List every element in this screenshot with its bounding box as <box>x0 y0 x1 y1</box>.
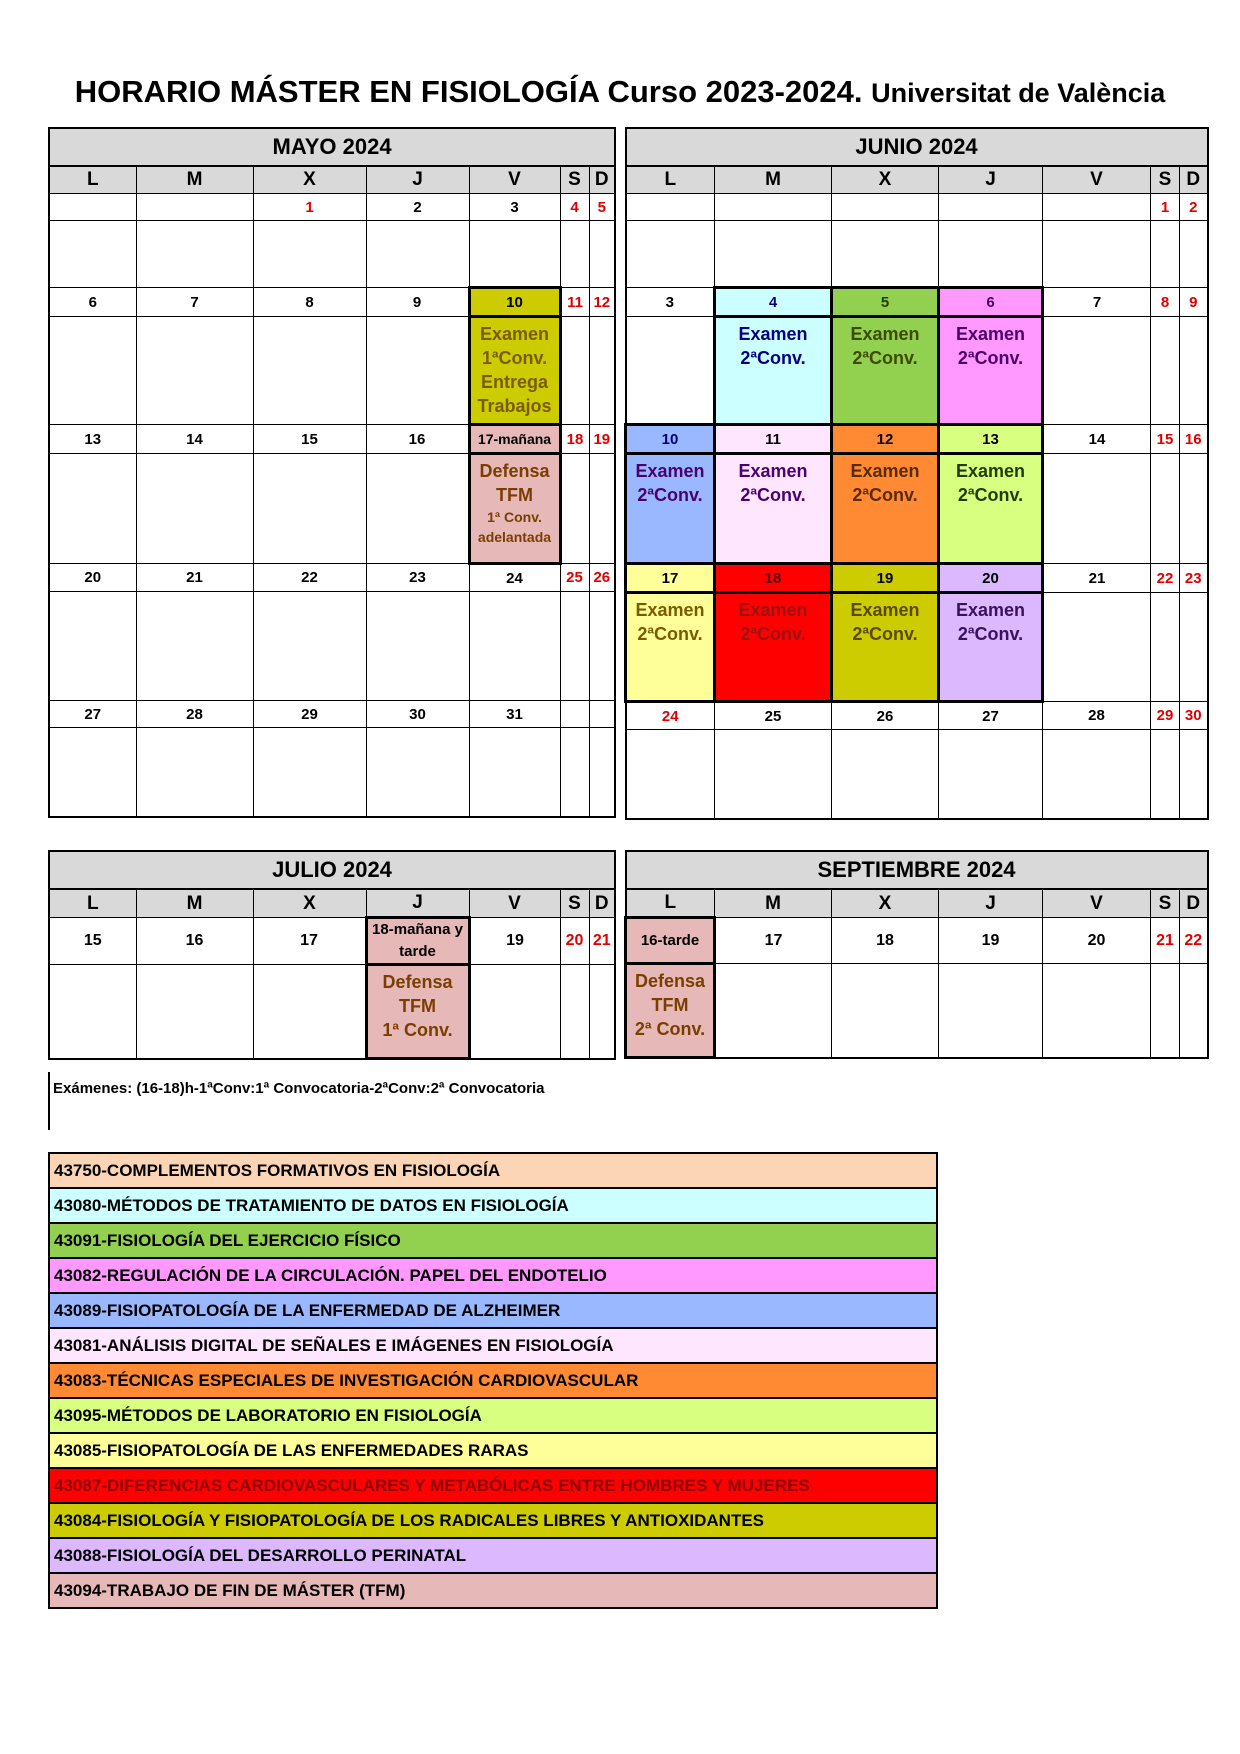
day-slot <box>1180 964 1208 1058</box>
day-slot <box>715 964 832 1058</box>
legend-row <box>49 1188 937 1223</box>
day-slot <box>1151 221 1180 288</box>
day-slot <box>253 454 366 564</box>
event-line: 2ªConv. <box>852 485 918 505</box>
legend-row <box>49 1398 937 1433</box>
day-slot <box>49 965 136 1059</box>
day-slot <box>1043 454 1151 564</box>
exam-event <box>715 317 832 425</box>
weekday: L <box>626 889 715 918</box>
weekday: X <box>832 889 939 918</box>
weekday: J <box>939 889 1043 918</box>
day-slot <box>253 592 366 701</box>
day-cell-event: 13 <box>939 425 1043 454</box>
day-cell: 14 <box>136 425 253 454</box>
day-cell: 21 <box>1043 564 1151 593</box>
legend-row <box>49 1328 937 1363</box>
day-cell-event: 12 <box>832 425 939 454</box>
day-cell: 16 <box>136 918 253 965</box>
day-cell <box>1043 194 1151 221</box>
day-slot <box>589 592 615 701</box>
tfm-event <box>366 965 469 1059</box>
day-cell: 2 <box>366 194 469 221</box>
day-cell-event: 10 <box>469 288 560 317</box>
day-cell: 16 <box>366 425 469 454</box>
day-slot <box>136 728 253 817</box>
exam-event <box>715 454 832 564</box>
legend-item: 43091-FISIOLOGÍA DEL EJERCICIO FÍSICO <box>49 1223 937 1258</box>
event-line: Examen <box>955 461 1026 481</box>
event-line: Examen <box>479 324 550 344</box>
day-cell: 15 <box>1151 425 1180 454</box>
day-slot <box>1151 593 1180 702</box>
legend-row <box>49 1363 937 1398</box>
day-slot <box>589 728 615 817</box>
day-slot <box>560 965 589 1059</box>
day-cell: 28 <box>136 701 253 728</box>
legend-item: 43088-FISIOLOGÍA DEL DESARROLLO PERINATAL <box>49 1538 937 1573</box>
day-slot <box>136 317 253 425</box>
day-cell: 25 <box>560 564 589 592</box>
event-line: 1ª Conv. <box>382 1020 453 1040</box>
day-slot <box>589 221 615 288</box>
day-slot <box>366 317 469 425</box>
exam-event <box>832 593 939 702</box>
day-cell <box>49 194 136 221</box>
calendar-julio <box>48 850 616 1060</box>
month-title: SEPTIEMBRE 2024 <box>626 851 1208 889</box>
day-cell: 8 <box>253 288 366 317</box>
month-title: JULIO 2024 <box>49 851 615 889</box>
day-cell: 27 <box>939 702 1043 730</box>
weekday: J <box>366 889 469 918</box>
legend-row <box>49 1503 937 1538</box>
day-slot <box>49 454 136 564</box>
weekday: M <box>136 166 253 194</box>
legend-row <box>49 1258 937 1293</box>
day-slot <box>939 221 1043 288</box>
event-line: adelantada <box>477 529 552 545</box>
day-slot <box>469 592 560 701</box>
exam-event <box>939 317 1043 425</box>
day-slot <box>253 728 366 817</box>
day-slot <box>469 221 560 288</box>
note-divider <box>48 1072 50 1130</box>
day-cell: 15 <box>49 918 136 965</box>
subject-legend <box>48 1152 938 1609</box>
exam-note: Exámenes: (16-18)h-1ªConv:1ª Convocatoria-2ªConv:2ª Convocatoria <box>53 1080 545 1097</box>
day-cell: 20 <box>1043 918 1151 964</box>
day-slot <box>1151 454 1180 564</box>
day-slot <box>626 221 715 288</box>
day-slot <box>366 592 469 701</box>
day-slot <box>1043 317 1151 425</box>
legend-row <box>49 1573 937 1608</box>
legend-item: 43095-MÉTODOS DE LABORATORIO EN FISIOLOGÍA <box>49 1398 937 1433</box>
day-slot <box>136 454 253 564</box>
day-slot <box>1180 454 1208 564</box>
day-slot <box>560 221 589 288</box>
day-slot <box>469 965 560 1059</box>
day-cell: 8 <box>1151 288 1180 317</box>
day-cell: 9 <box>366 288 469 317</box>
day-cell: 22 <box>1151 564 1180 593</box>
event-line: Trabajos <box>477 396 552 416</box>
day-slot <box>366 728 469 817</box>
calendar-septiembre <box>624 850 1209 1059</box>
event-line: 2ªConv. <box>740 624 806 644</box>
legend-row <box>49 1538 937 1573</box>
day-slot <box>253 965 366 1059</box>
weekday: V <box>469 166 560 194</box>
day-slot <box>1180 317 1208 425</box>
day-cell-event: 17 <box>626 564 715 593</box>
day-cell: 22 <box>1180 918 1208 964</box>
weekday: D <box>589 889 615 918</box>
day-cell: 22 <box>253 564 366 592</box>
legend-item: 43085-FISIOPATOLOGÍA DE LAS ENFERMEDADES RARAS <box>49 1433 937 1468</box>
event-line: Defensa <box>634 971 706 991</box>
day-slot <box>366 221 469 288</box>
legend-item: 43094-TRABAJO DE FIN DE MÁSTER (TFM) <box>49 1573 937 1608</box>
legend-row <box>49 1433 937 1468</box>
day-slot <box>1180 593 1208 702</box>
month-title: MAYO 2024 <box>49 128 615 166</box>
day-slot <box>1043 221 1151 288</box>
day-cell: 26 <box>589 564 615 592</box>
day-cell: 19 <box>469 918 560 965</box>
weekday: J <box>939 166 1043 194</box>
legend-item: 43750-COMPLEMENTOS FORMATIVOS EN FISIOLOGÍA <box>49 1153 937 1188</box>
legend-item: 43080-MÉTODOS DE TRATAMIENTO DE DATOS EN FISIOLOGÍA <box>49 1188 937 1223</box>
weekday: S <box>560 166 589 194</box>
legend-item: 43089-FISIOPATOLOGÍA DE LA ENFERMEDAD DE ALZHEIMER <box>49 1293 937 1328</box>
day-slot <box>1043 730 1151 819</box>
event-line: TFM <box>496 485 533 505</box>
day-cell-event: 5 <box>832 288 939 317</box>
day-cell-event: 20 <box>939 564 1043 593</box>
event-line: Examen <box>635 600 705 620</box>
day-slot <box>589 454 615 564</box>
day-cell: 4 <box>560 194 589 221</box>
day-cell: 29 <box>1151 702 1180 730</box>
legend-item: 43087-DIFERENCIAS CARDIOVASCULARES Y METABÓLICAS ENTRE HOMBRES Y MUJERES <box>49 1468 937 1503</box>
weekday: S <box>560 889 589 918</box>
day-cell: 13 <box>49 425 136 454</box>
event-line: 2ªConv. <box>740 348 806 368</box>
day-cell: 7 <box>136 288 253 317</box>
weekday: L <box>49 166 136 194</box>
legend-item: 43082-REGULACIÓN DE LA CIRCULACIÓN. PAPEL DEL ENDOTELIO <box>49 1258 937 1293</box>
title-sub: Universitat de València <box>871 78 1166 108</box>
day-slot <box>832 964 939 1058</box>
day-slot <box>49 728 136 817</box>
day-slot <box>49 592 136 701</box>
day-cell-event: 16-tarde <box>626 918 715 964</box>
day-cell: 11 <box>560 288 589 317</box>
weekday: D <box>589 166 615 194</box>
exam-event <box>626 454 715 564</box>
day-cell <box>626 194 715 221</box>
day-slot <box>589 317 615 425</box>
day-cell: 16 <box>1180 425 1208 454</box>
weekday: D <box>1180 889 1208 918</box>
day-slot <box>136 221 253 288</box>
day-cell: 1 <box>253 194 366 221</box>
weekday: L <box>49 889 136 918</box>
day-slot <box>49 317 136 425</box>
day-slot <box>939 730 1043 819</box>
event-line: 2ª Conv. <box>634 1019 706 1039</box>
day-cell: 18 <box>832 918 939 964</box>
legend-row <box>49 1468 937 1503</box>
legend-row <box>49 1293 937 1328</box>
day-cell: 30 <box>1180 702 1208 730</box>
day-cell: 20 <box>560 918 589 965</box>
exam-event <box>832 317 939 425</box>
day-cell: 3 <box>469 194 560 221</box>
day-slot <box>560 317 589 425</box>
day-cell: 5 <box>589 194 615 221</box>
event-line: Examen <box>738 600 808 620</box>
weekday: V <box>469 889 560 918</box>
day-cell: 29 <box>253 701 366 728</box>
day-cell-event: 6 <box>939 288 1043 317</box>
day-slot <box>136 592 253 701</box>
day-cell: 12 <box>589 288 615 317</box>
day-cell: 2 <box>1180 194 1208 221</box>
page-title <box>0 74 1240 110</box>
day-cell: 24 <box>626 702 715 730</box>
weekday: V <box>1043 889 1151 918</box>
day-cell: 27 <box>49 701 136 728</box>
day-cell <box>832 194 939 221</box>
day-cell-event: 17-mañana <box>469 425 560 454</box>
day-slot <box>1151 964 1180 1058</box>
day-cell <box>136 194 253 221</box>
event-line: 2ªConv. <box>957 624 1024 644</box>
day-slot <box>560 592 589 701</box>
tfm-event <box>469 454 560 564</box>
day-slot <box>469 728 560 817</box>
event-line: Defensa <box>479 461 550 481</box>
event-line: 1ª Conv. <box>487 509 542 525</box>
day-slot <box>832 730 939 819</box>
day-cell: 21 <box>589 918 615 965</box>
day-cell: 14 <box>1043 425 1151 454</box>
day-cell: 25 <box>715 702 832 730</box>
day-slot <box>49 221 136 288</box>
month-title: JUNIO 2024 <box>626 128 1208 166</box>
day-cell: 23 <box>1180 564 1208 593</box>
day-slot <box>1043 593 1151 702</box>
day-cell <box>939 194 1043 221</box>
event-line: Entrega <box>480 372 549 392</box>
day-slot <box>626 730 715 819</box>
day-cell: 15 <box>253 425 366 454</box>
day-cell: 6 <box>49 288 136 317</box>
weekday: M <box>715 889 832 918</box>
day-slot <box>1151 317 1180 425</box>
event-line: Examen <box>955 600 1026 620</box>
day-cell: 26 <box>832 702 939 730</box>
weekday: S <box>1151 166 1180 194</box>
event-line: TFM <box>651 995 689 1015</box>
event-line: Examen <box>850 600 920 620</box>
day-cell: 17 <box>253 918 366 965</box>
event-line: 2ªConv. <box>852 348 918 368</box>
weekday: X <box>253 889 366 918</box>
exam-event <box>626 593 715 702</box>
day-cell: 19 <box>589 425 615 454</box>
day-slot <box>136 965 253 1059</box>
exam-event <box>832 454 939 564</box>
legend-row <box>49 1153 937 1188</box>
day-cell <box>589 701 615 728</box>
day-slot <box>560 454 589 564</box>
day-slot <box>1180 221 1208 288</box>
legend-item: 43083-TÉCNICAS ESPECIALES DE INVESTIGACIÓN CARDIOVASCULAR <box>49 1363 937 1398</box>
day-slot <box>626 317 715 425</box>
event-line: Examen <box>738 461 808 481</box>
day-slot <box>253 221 366 288</box>
event-line: Examen <box>635 461 705 481</box>
weekday: M <box>136 889 253 918</box>
day-cell-event: 10 <box>626 425 715 454</box>
event-line: Examen <box>850 461 920 481</box>
day-cell: 3 <box>626 288 715 317</box>
event-line: 2ªConv. <box>637 485 703 505</box>
event-line: TFM <box>399 996 436 1016</box>
exam-event <box>939 593 1043 702</box>
day-slot <box>1180 730 1208 819</box>
title-main: HORARIO MÁSTER EN FISIOLOGÍA Curso 2023-2024. <box>74 74 863 109</box>
calendar-mayo <box>48 127 616 818</box>
day-cell: 30 <box>366 701 469 728</box>
event-line: 2ªConv. <box>740 485 806 505</box>
calendar-junio <box>624 127 1209 820</box>
day-cell: 24 <box>469 564 560 592</box>
weekday: J <box>366 166 469 194</box>
day-slot <box>715 730 832 819</box>
weekday: X <box>253 166 366 194</box>
day-cell: 20 <box>49 564 136 592</box>
day-cell: 28 <box>1043 702 1151 730</box>
day-slot <box>253 317 366 425</box>
tfm-event <box>626 964 715 1058</box>
event-line: Examen <box>955 324 1026 344</box>
event-line: 1ªConv. <box>481 348 548 368</box>
day-cell-event: 18-mañana y tarde <box>366 918 469 965</box>
day-slot <box>832 221 939 288</box>
day-cell: 31 <box>469 701 560 728</box>
event-line: 2ªConv. <box>852 624 918 644</box>
day-cell: 21 <box>136 564 253 592</box>
weekday: V <box>1043 166 1151 194</box>
day-cell: 17 <box>715 918 832 964</box>
event-line: Examen <box>738 324 808 344</box>
day-cell: 19 <box>939 918 1043 964</box>
legend-item: 43081-ANÁLISIS DIGITAL DE SEÑALES E IMÁGENES EN FISIOLOGÍA <box>49 1328 937 1363</box>
exam-event <box>469 317 560 425</box>
day-cell-event: 11 <box>715 425 832 454</box>
day-cell: 1 <box>1151 194 1180 221</box>
day-cell-event: 4 <box>715 288 832 317</box>
day-slot <box>589 965 615 1059</box>
event-line: 2ªConv. <box>957 348 1024 368</box>
day-slot <box>1151 730 1180 819</box>
day-slot <box>715 221 832 288</box>
day-slot <box>1043 964 1151 1058</box>
day-slot <box>366 454 469 564</box>
day-cell-event: 18 <box>715 564 832 593</box>
day-cell <box>715 194 832 221</box>
weekday: M <box>715 166 832 194</box>
event-line: Examen <box>850 324 920 344</box>
day-cell: 18 <box>560 425 589 454</box>
day-cell-event: 19 <box>832 564 939 593</box>
event-line: 2ªConv. <box>957 485 1024 505</box>
day-slot <box>939 964 1043 1058</box>
day-cell: 9 <box>1180 288 1208 317</box>
exam-event <box>939 454 1043 564</box>
exam-event <box>715 593 832 702</box>
weekday: X <box>832 166 939 194</box>
weekday: L <box>626 166 715 194</box>
day-cell <box>560 701 589 728</box>
event-line: Defensa <box>382 972 453 992</box>
day-cell: 23 <box>366 564 469 592</box>
legend-item: 43084-FISIOLOGÍA Y FISIOPATOLOGÍA DE LOS RADICALES LIBRES Y ANTIOXIDANTES <box>49 1503 937 1538</box>
day-slot <box>560 728 589 817</box>
day-cell: 7 <box>1043 288 1151 317</box>
day-cell: 21 <box>1151 918 1180 964</box>
event-line: 2ªConv. <box>637 624 703 644</box>
legend-row <box>49 1223 937 1258</box>
weekday: D <box>1180 166 1208 194</box>
weekday: S <box>1151 889 1180 918</box>
